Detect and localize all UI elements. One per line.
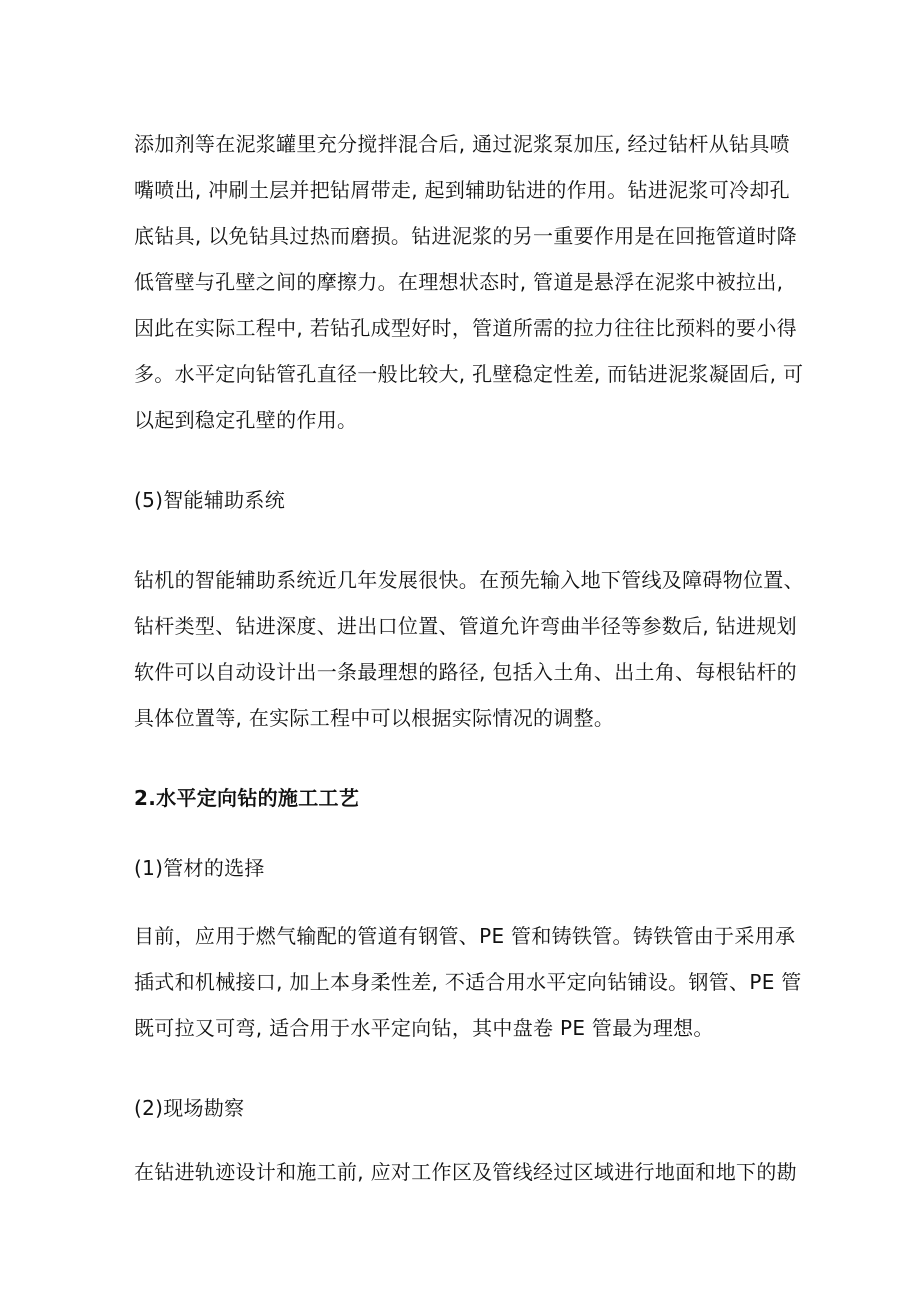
section-heading: 2.水平定向钻的施工工艺 bbox=[134, 786, 360, 810]
text-line: 目前，应用于燃气输配的管道有钢管、PE 管和铸铁管。铸铁管由于采用承 bbox=[134, 924, 796, 948]
text-line: 钻杆类型、钻进深度、进出口位置、管道允许弯曲半径等参数后, 钻进规划 bbox=[134, 614, 797, 638]
subheading-intelligent-system: (5)智能辅助系统 bbox=[134, 488, 286, 512]
text-line: 多。水平定向钻管孔直径一般比较大, 孔壁稳定性差, 而钻进泥浆凝固后, 可 bbox=[134, 362, 804, 386]
subheading-pipe-selection: (1)管材的选择 bbox=[134, 856, 265, 880]
text-line: 底钻具, 以免钻具过热而磨损。钻进泥浆的另一重要作用是在回拖管道时降 bbox=[134, 224, 797, 248]
text-line: 在钻进轨迹设计和施工前, 应对工作区及管线经过区域进行地面和地下的勘 bbox=[134, 1160, 797, 1184]
text-line: 因此在实际工程中, 若钻孔成型好时，管道所需的拉力往往比预料的要小得 bbox=[134, 316, 797, 340]
text-line: 软件可以自动设计出一条最理想的路径, 包括入土角、出土角、每根钻杆的 bbox=[134, 660, 797, 684]
text-line: 具体位置等, 在实际工程中可以根据实际情况的调整。 bbox=[134, 706, 615, 730]
text-line: 钻机的智能辅助系统近几年发展很快。在预先输入地下管线及障碍物位置、 bbox=[134, 568, 804, 592]
subheading-site-survey: (2)现场勘察 bbox=[134, 1096, 245, 1120]
text-line: 添加剂等在泥浆罐里充分搅拌混合后, 通过泥浆泵加压, 经过钻杆从钻具喷 bbox=[134, 132, 790, 156]
text-line: 嘴喷出, 冲刷土层并把钻屑带走, 起到辅助钻进的作用。钻进泥浆可冷却孔 bbox=[134, 178, 790, 202]
text-line: 插式和机械接口, 加上本身柔性差, 不适合用水平定向钻铺设。钢管、PE 管 bbox=[134, 970, 802, 994]
text-line: 以起到稳定孔壁的作用。 bbox=[134, 408, 358, 432]
text-line: 低管壁与孔壁之间的摩擦力。在理想状态时, 管道是悬浮在泥浆中被拉出, bbox=[134, 270, 784, 294]
text-line: 既可拉又可弯, 适合用于水平定向钻，其中盘卷 PE 管最为理想。 bbox=[134, 1016, 714, 1040]
